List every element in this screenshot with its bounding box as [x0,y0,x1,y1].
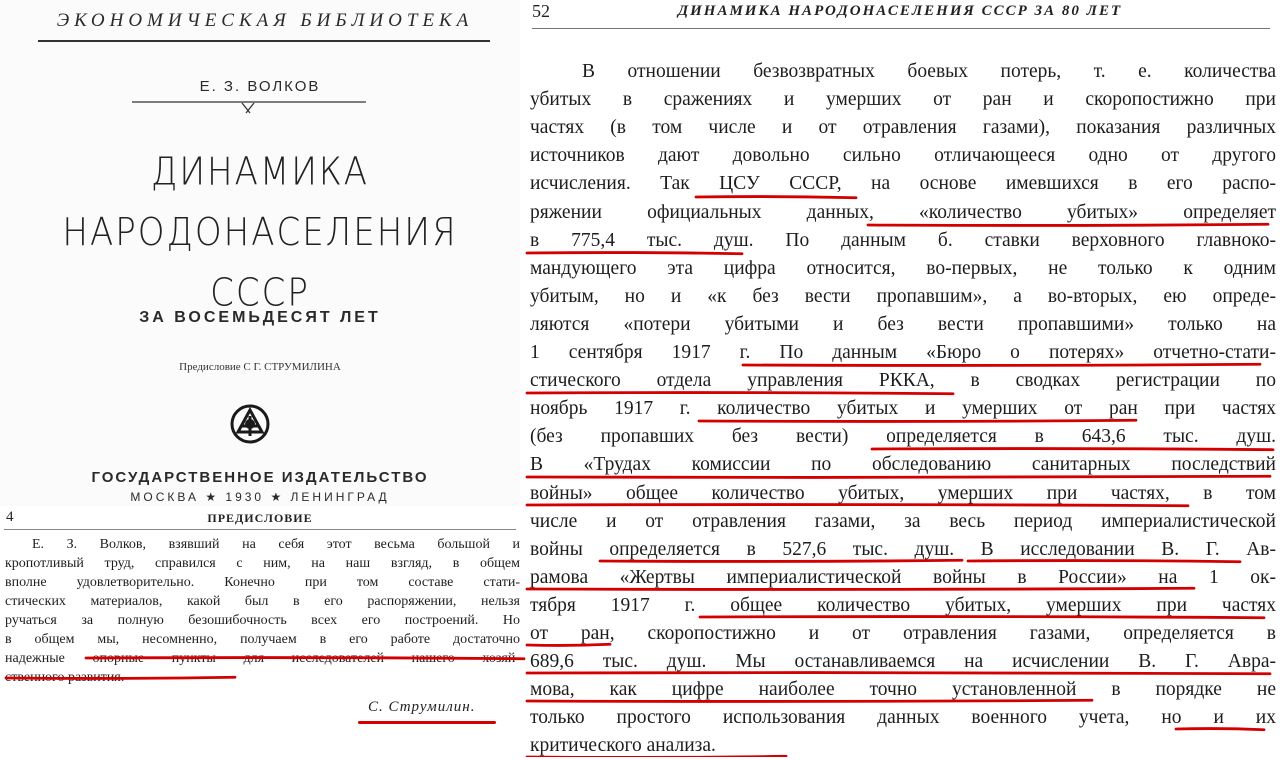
text-line: ручаться за полную безошибочность всех его построений. Но [5,613,520,628]
book-title-page [0,0,520,530]
author-name: Е. З. ВОЛКОВ [199,78,321,95]
text-line: стического отдела управления РККА, в сводках регистрации по [530,370,1276,392]
text-line: стических материалов, какой был в его распоряжении, нельзя [5,594,520,609]
book-subtitle: ЗА ВОСЕМЬДЕСЯТ ЛЕТ [139,309,381,326]
publication-place-year: МОСКВА ★ 1930 ★ ЛЕНИНГРАД [130,490,390,504]
text-line: убитых в сражениях и умерших от ран и скоропостижно при [530,89,1276,111]
text-line: войны определяется в 527,6 тыс. душ. В исследовании В. Г. Ав- [530,538,1276,560]
text-line: источников дают довольно сильно отличающееся одно от другого [530,145,1276,167]
text-line: частях (в том числе и от отравления газами), показания различных [530,117,1276,139]
text-line: ляются «потери убитыми и без вести пропавшими» только на [530,313,1276,335]
author-flourish [130,99,368,115]
book-title-line: ДИНАМИКА [150,149,370,195]
text-line: ственного развития. [5,670,125,685]
text-line: ноябрь 1917 г. количество убитых и умерших от ран при частях [530,398,1276,420]
text-line: Е. З. Волков, взявший на себя этот весьма большой и [32,537,520,552]
text-line: В отношении безвозвратных боевых потерь, т. е. количества [582,61,1276,82]
text-line: В «Трудах комиссии по обследованию санитарных последствий [530,454,1276,476]
text-line: ряжении официальных данных, «количество убитых» определяет [530,201,1276,223]
text-line: надежные опорные пункты для исследователей нашего хозяй- [5,651,520,666]
publisher-name: ГОСУДАРСТВЕННОЕ ИЗДАТЕЛЬСТВО [91,469,429,486]
running-header: ДИНАМИКА НАРОДОНАСЕЛЕНИЯ СССР ЗА 80 ЛЕТ [677,3,1123,19]
text-line: в общем мы, несомненно, получаем в его работе достаточно [5,632,520,647]
page-number: 4 [6,509,14,525]
text-line: кропотливый труд, справился с ним, на наш взгляд, в общем [5,556,520,571]
text-line: 689,6 тыс. душ. Мы останавливаемся на исчислении В. Г. Авра- [530,651,1276,673]
series-title: ЭКОНОМИЧЕСКАЯ БИБЛИОТЕКА [56,10,474,31]
text-line: только простого использования данных военного учета, но и их [530,707,1276,729]
text-line: войны» общее количество убитых, умерших при частях, в том [530,482,1276,504]
text-line: критического анализа. [530,735,716,757]
book-title [0,142,520,323]
text-line: мандующего эта цифра относится, во-первых, не только к одним [530,257,1276,279]
publisher-emblem-icon [228,402,272,446]
preface-credit: Предисловие С Г. СТРУМИЛИНА [179,361,341,373]
text-line: 1 сентября 1917 г. По данным «Бюро о потерях» отчетно-стати- [530,342,1276,363]
text-line: (без пропавших без вести) определяется в 643,6 тыс. душ. [530,426,1276,448]
page-number: 52 [532,1,550,21]
book-title-line: СССР [210,270,310,316]
text-line: числе и от отравления газами, за весь период империалистической [530,510,1276,532]
header-rule [4,529,516,530]
text-line: тября 1917 г. общее количество убитых, умерших при частях [530,594,1276,616]
header-rule [532,28,1270,29]
book-page-52 [520,0,1280,757]
series-rule [38,40,490,42]
text-line: мова, как цифре наиболее точно установленной в порядке не [530,679,1276,701]
text-line: рамова «Жертвы империалистической войны в России» на 1 ок- [530,566,1276,588]
text-line: вполне удовлетворительно. Конечно при том составе стати- [5,575,520,590]
text-line: убитым, но и «к без вести пропавшим», а во-вторых, ею опреде- [530,285,1276,307]
signature: С. Струмилин. [368,699,476,715]
preface-heading: ПРЕДИСЛОВИЕ [207,511,313,525]
book-title-line: НАРОДОНАСЕЛЕНИЯ [62,210,458,256]
preface-excerpt [0,506,520,720]
text-line: исчисления. Так ЦСУ СССР, на основе имевшихся в его распо- [530,173,1276,195]
signature-underline [358,721,496,724]
text-line: от ран, скоропостижно и от отравления газами, определяется в [530,623,1276,644]
text-line: в 775,4 тыс. душ. По данным б. ставки верховного главноко- [530,229,1276,251]
